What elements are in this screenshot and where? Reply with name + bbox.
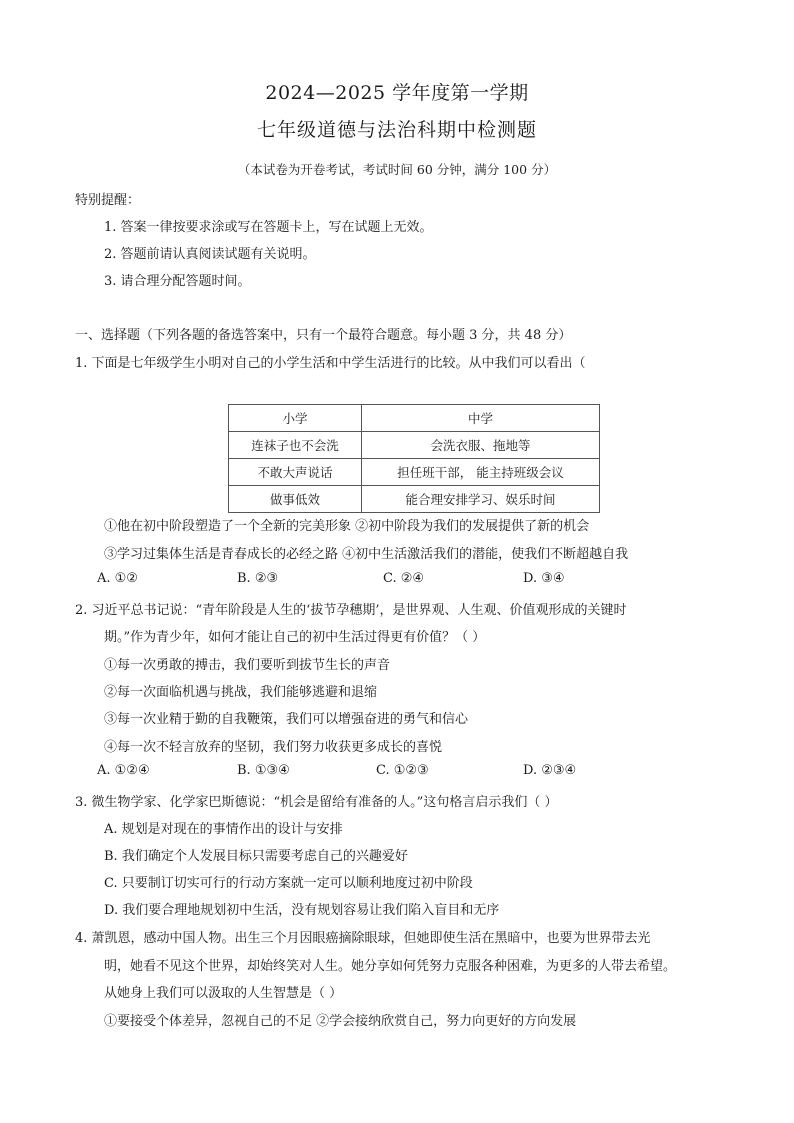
q2-option-b: B. ①③④ <box>237 763 290 778</box>
table-header-row <box>229 405 600 432</box>
table-cell: 担任班干部， 能主持班级会议 <box>362 459 600 486</box>
q2-option-c: C. ①②③ <box>376 763 429 778</box>
reminder-item-1: 1. 答案一律按要求涂或写在答题卡上，写在试题上无效。 <box>104 220 433 235</box>
q3-option-c: C. 只要制订切实可行的行动方案就一定可以顺利地度过初中阶段 <box>104 876 473 891</box>
q1-option-b: B. ②③ <box>237 571 279 586</box>
q4-stem-line-3: 从她身上我们可以汲取的人生智慧是（ ） <box>104 986 343 1001</box>
table-cell: 连袜子也不会洗 <box>229 432 362 459</box>
q1-option-c: C. ②④ <box>383 571 425 586</box>
q2-statement-1: ①每一次勇敢的搏击，我们要听到拔节生长的声音 <box>104 658 391 673</box>
q4-statement-line-1: ①要接受个体差异，忽视自己的不足 ②学会接纳欣赏自己，努力向更好的方向发展 <box>104 1014 577 1029</box>
q3-stem: 3. 微生物学家、化学家巴斯德说：“机会是留给有准备的人。”这句格言启示我们（ ） <box>75 795 558 810</box>
table-cell: 能合理安排学习、娱乐时间 <box>362 486 600 513</box>
section-heading: 一、选择题（下列各题的备选答案中，只有一个最符合题意。每小题 3 分，共 48 分） <box>75 328 572 343</box>
table-cell: 会洗衣服、拖地等 <box>362 432 600 459</box>
q1-statement-line-2: ③学习过集体生活是青春成长的必经之路 ④初中生活激活我们的潜能，使我们不断超越自我 <box>104 547 629 562</box>
q4-stem-line-1: 4. 萧凯恩，感动中国人物。出生三个月因眼癌摘除眼球，但她即使生活在黑暗中，也要为世界带去光 <box>75 931 651 946</box>
q1-option-a: A. ①② <box>97 571 138 586</box>
q3-option-d: D. 我们要合理地规划初中生活，没有规划容易让我们陷入盲目和无序 <box>104 903 500 918</box>
q2-stem-line-1: 2. 习近平总书记说：“青年阶段是人生的‘拔节孕穗期’，是世界观、人生观、价值观形成的关键时 <box>75 603 627 618</box>
q2-statement-4: ④每一次不轻言放弃的坚韧，我们努力收获更多成长的喜悦 <box>104 740 443 755</box>
q2-option-a: A. ①②④ <box>97 763 150 778</box>
table-row <box>229 486 600 513</box>
q2-statement-2: ②每一次面临机遇与挑战，我们能够逃避和退缩 <box>104 685 378 700</box>
reminder-item-3: 3. 请合理分配答题时间。 <box>104 274 251 289</box>
table-row <box>229 459 600 486</box>
reminder-item-2: 2. 答题前请认真阅读试题有关说明。 <box>104 247 316 262</box>
q2-stem-line-2: 期。”作为青少年，如何才能让自己的初中生活过得更有价值？（ ） <box>104 630 486 645</box>
q1-statement-line-1: ①他在初中阶段塑造了一个全新的完美形象 ②初中阶段为我们的发展提供了新的机会 <box>104 519 590 534</box>
q3-option-b: B. 我们确定个人发展目标只需要考虑自己的兴趣爱好 <box>104 849 408 864</box>
q1-stem: 1. 下面是七年级学生小明对自己的小学生活和中学生活进行的比较。从中我们可以看出（ <box>75 356 586 371</box>
q2-statement-3: ③每一次业精于勤的自我鞭策，我们可以增强奋进的勇气和信心 <box>104 712 469 727</box>
table-cell: 做事低效 <box>229 486 362 513</box>
exam-subtitle: （本试卷为开卷考试，考试时间 60 分钟，满分 100 分） <box>237 162 557 177</box>
table-cell: 不敢大声说话 <box>229 459 362 486</box>
q2-option-d: D. ②③④ <box>523 763 577 778</box>
reminder-label: 特别提醒： <box>75 193 141 208</box>
exam-title-year: 2024—2025 学年度第一学期 <box>265 82 529 104</box>
exam-title-subject: 七年级道德与法治科期中检测题 <box>256 119 537 141</box>
table-header-middle: 中学 <box>362 405 600 432</box>
q1-option-d: D. ③④ <box>523 571 565 586</box>
q3-option-a: A. 规划是对现在的事情作出的设计与安排 <box>104 822 343 837</box>
table-header-primary: 小学 <box>229 405 362 432</box>
q1-comparison-table <box>228 404 600 513</box>
table-row <box>229 432 600 459</box>
q4-stem-line-2: 明，她看不见这个世界，却始终笑对人生。她分享如何凭努力克服各种困难，为更多的人带去希望。 <box>104 959 677 974</box>
